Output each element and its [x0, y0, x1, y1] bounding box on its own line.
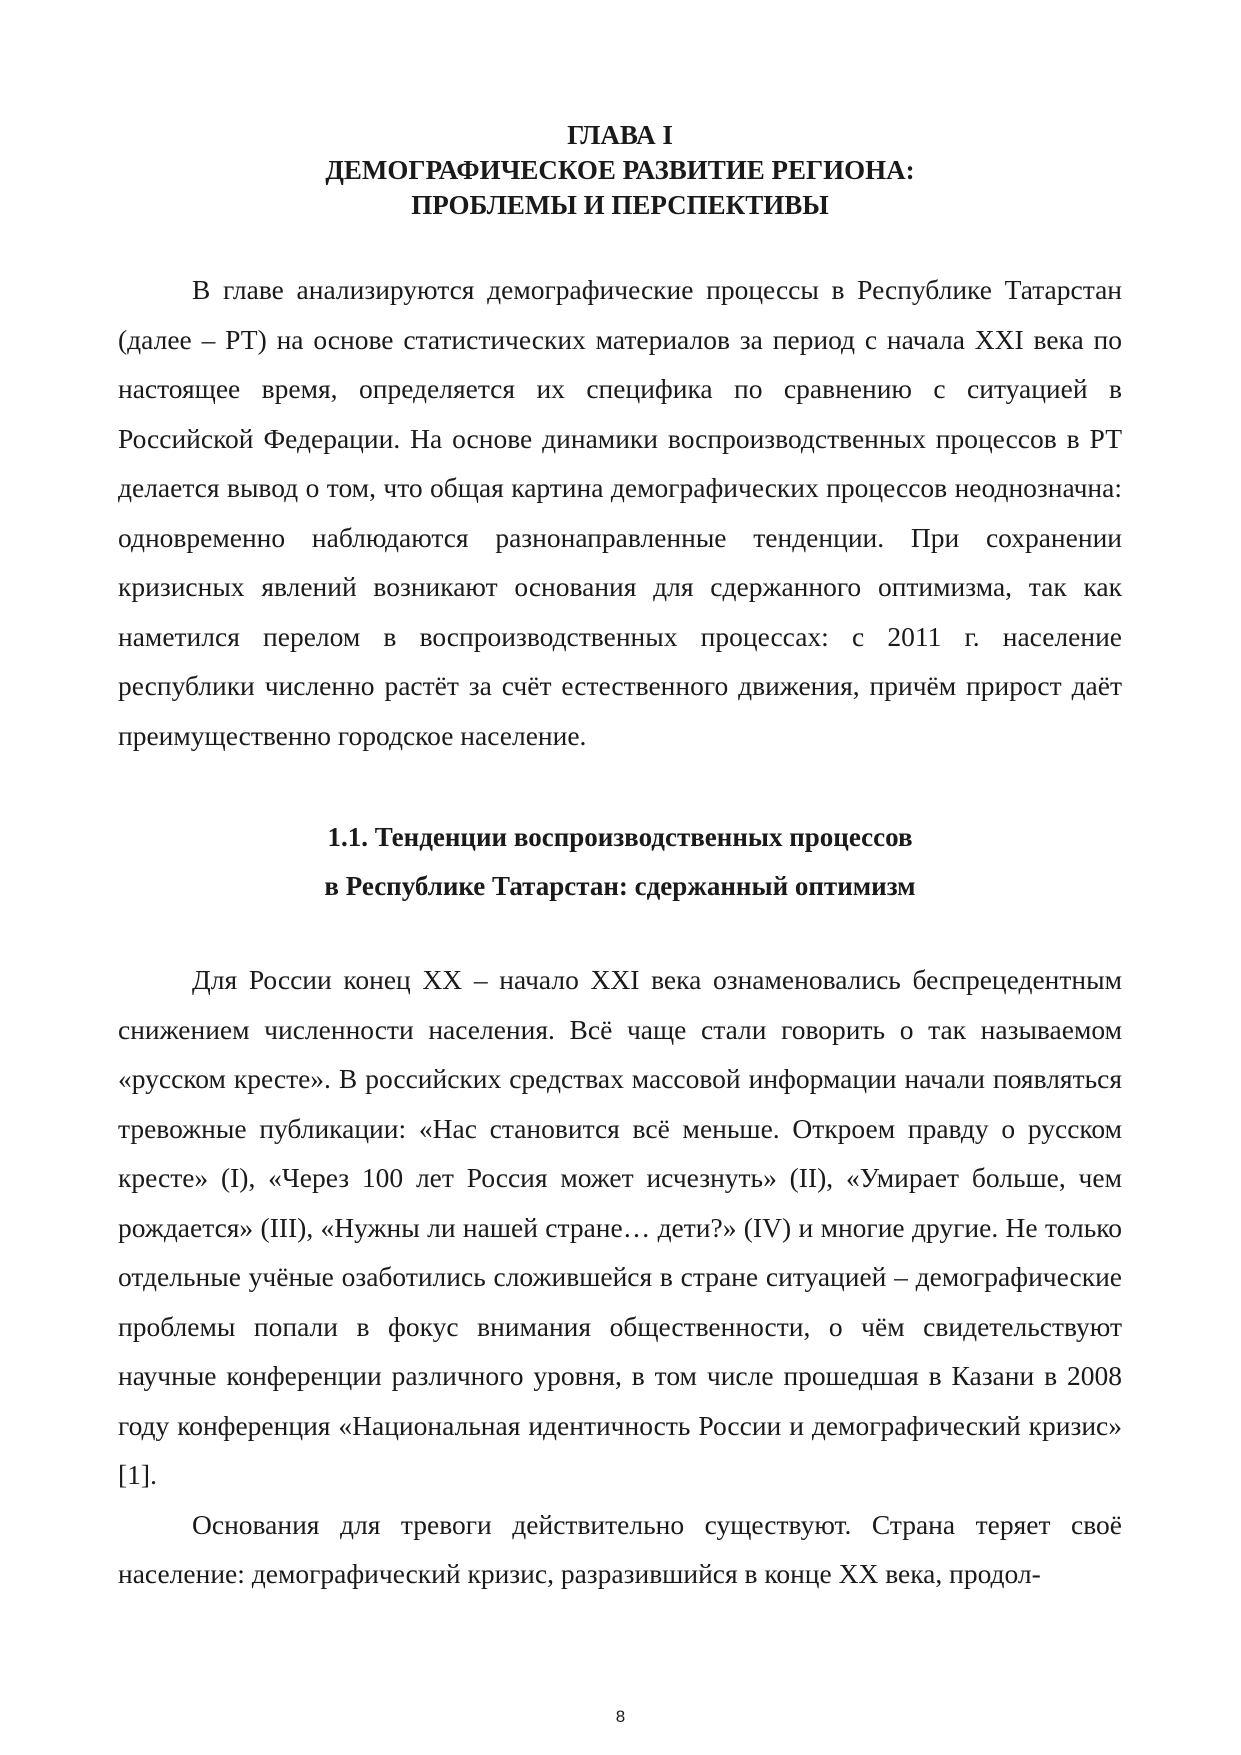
chapter-title-line-1: ДЕМОГРАФИЧЕСКОЕ РАЗВИТИЕ РЕГИОНА:	[325, 155, 915, 185]
section-body	[118, 955, 1122, 1599]
intro-paragraph: В главе анализируются демографические процессы в Республике Татарстан (далее – РТ) на основе статистических материалов за период с начала XXI века по настоящее время, определяется их специфика по сравнению с ситуацией в Российской Федерации. На основе динамики воспроизводственных процессов в РТ делается вывод о том, что общая картина демографических процессов неоднозначна: одновременно наблюдаются разнонаправленные тенденции. При сохранении кризисных явлений возникают основания для сдержанного оптимизма, так как наметился перелом в воспроизводственных процессах: с 2011 г. население республики численно растёт за счёт естественного движения, причём прирост даёт преимущественно городское население.	[118, 274, 1122, 751]
page-number: 8	[615, 1707, 626, 1726]
section-heading	[118, 813, 1122, 911]
chapter-heading	[118, 118, 1122, 223]
chapter-summary	[118, 265, 1122, 760]
section-title-line-1: 1.1. Тенденции воспроизводственных процессов	[327, 822, 913, 852]
chapter-label: ГЛАВА I	[567, 120, 673, 150]
section-title-line-2: в Республике Татарстан: сдержанный оптимизм	[324, 871, 916, 901]
body-paragraph-2: Основания для тревоги действительно существуют. Страна теряет своё население: демографический кризис, разразившийся в конце XX века, продол-	[118, 1508, 1122, 1589]
body-paragraph-1: Для России конец XX – начало XXI века ознаменовались беспрецедентным снижением численности населения. Всё чаще стали говорить о так называемом «русском кресте». В российских средствах массовой информации начали появляться тревожные публикации: «Нас становится всё меньше. Откроем правду о русском кресте» (I), «Через 100 лет Россия может исчезнуть» (II), «Умирает больше, чем рождается» (III), «Нужны ли нашей стране… дети?» (IV) и многие другие. Не только отдельные учёные озаботились сложившейся в стране ситуацией – демографические проблемы попали в фокус внимания общественности, о чём свидетельствуют научные конференции различного уровня, в том числе прошедшая в Казани в 2008 году конференция «Национальная идентичность России и демографический кризис» [1].	[118, 964, 1122, 1490]
chapter-title-line-2: ПРОБЛЕМЫ И ПЕРСПЕКТИВЫ	[411, 190, 829, 220]
